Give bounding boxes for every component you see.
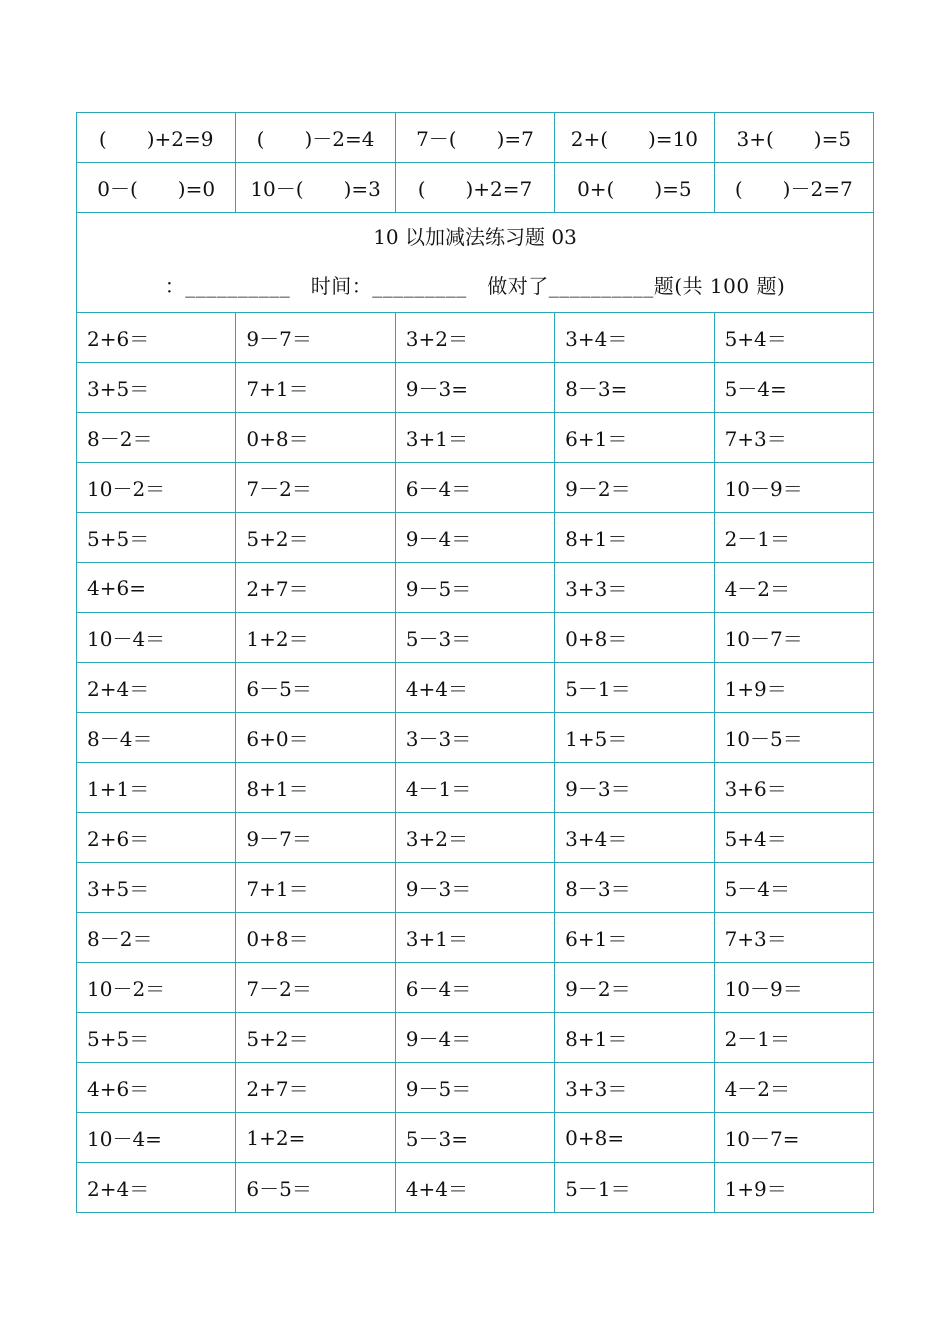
problem-cell: 3+5＝ — [77, 363, 236, 413]
problem-cell: 3+1＝ — [395, 413, 554, 463]
problem-cell: 8－4＝ — [77, 713, 236, 763]
problem-row — [77, 463, 874, 513]
problem-cell: 9－2＝ — [555, 963, 714, 1013]
problem-cell: ( )+2=7 — [395, 163, 554, 213]
problem-cell: 2+4＝ — [77, 1163, 236, 1213]
problem-row — [77, 1063, 874, 1113]
problem-cell: 5+4＝ — [714, 313, 873, 363]
problem-row — [77, 1113, 874, 1163]
problem-cell: 5－4= — [714, 363, 873, 413]
problem-row — [77, 863, 874, 913]
problem-cell: 2－1＝ — [714, 513, 873, 563]
problem-cell: 1+1＝ — [77, 763, 236, 813]
header-section — [77, 213, 874, 313]
problem-cell: 10－4= — [77, 1113, 236, 1163]
problem-row — [77, 963, 874, 1013]
problem-cell: 7+1＝ — [236, 863, 395, 913]
problem-grid — [77, 313, 874, 1213]
problem-cell: 4－2＝ — [714, 1063, 873, 1113]
problem-cell: 9－5＝ — [395, 563, 554, 613]
problem-cell: 1+9＝ — [714, 1163, 873, 1213]
problem-cell: 7－2＝ — [236, 463, 395, 513]
problem-row — [77, 763, 874, 813]
problem-cell: 3+2＝ — [395, 813, 554, 863]
problem-cell: 10－5＝ — [714, 713, 873, 763]
problem-cell: 3+1＝ — [395, 913, 554, 963]
problem-cell: 10－2＝ — [77, 963, 236, 1013]
problem-cell: ( )－2=4 — [236, 113, 395, 163]
header-row — [77, 213, 874, 313]
problem-cell: 7+1＝ — [236, 363, 395, 413]
problem-cell: 10－9＝ — [714, 463, 873, 513]
problem-cell: 5－1＝ — [555, 663, 714, 713]
problem-cell: 3+4＝ — [555, 813, 714, 863]
problem-row — [77, 713, 874, 763]
problem-cell: 9－5＝ — [395, 1063, 554, 1113]
problem-cell: 5－3= — [395, 1113, 554, 1163]
problem-cell: 4－2＝ — [714, 563, 873, 613]
problem-cell: 8+1＝ — [236, 763, 395, 813]
problem-row — [77, 563, 874, 613]
problem-cell: 5+5＝ — [77, 1013, 236, 1063]
problem-cell: 0+8＝ — [555, 613, 714, 663]
problem-cell: 3－3＝ — [395, 713, 554, 763]
header-cell — [77, 213, 874, 313]
problem-cell: 7－2＝ — [236, 963, 395, 1013]
problem-cell: 2+6＝ — [77, 313, 236, 363]
problem-cell: 8－3= — [555, 363, 714, 413]
problem-cell: 10－4＝ — [77, 613, 236, 663]
problem-cell: 10－7＝ — [714, 613, 873, 663]
problem-cell: 5+5＝ — [77, 513, 236, 563]
problem-cell: 6－4＝ — [395, 463, 554, 513]
problem-cell: 0+8＝ — [236, 913, 395, 963]
problem-cell: 9－7＝ — [236, 313, 395, 363]
problem-cell: 9－4＝ — [395, 513, 554, 563]
problem-cell: 5－3＝ — [395, 613, 554, 663]
student-info-line: ：__________ 时间：_________ 做对了__________题(共 100 题) — [164, 274, 786, 298]
problem-row — [77, 363, 874, 413]
problem-cell: 4－1＝ — [395, 763, 554, 813]
problem-cell: 2+7＝ — [236, 563, 395, 613]
problem-cell: ( )－2=7 — [714, 163, 873, 213]
problem-cell: 8－3＝ — [555, 863, 714, 913]
problem-cell: 9－3＝ — [555, 763, 714, 813]
problem-cell: 10－9＝ — [714, 963, 873, 1013]
problem-cell: 6+1＝ — [555, 413, 714, 463]
problem-cell: 5+4＝ — [714, 813, 873, 863]
problem-cell: 3+4＝ — [555, 313, 714, 363]
problem-cell: 4+4＝ — [395, 663, 554, 713]
problem-cell: 6+0＝ — [236, 713, 395, 763]
problem-cell: 1+5＝ — [555, 713, 714, 763]
problem-cell: 0+8＝ — [236, 413, 395, 463]
problem-cell: 2－1＝ — [714, 1013, 873, 1063]
problem-cell: 2+4＝ — [77, 663, 236, 713]
problem-cell: 3+5＝ — [77, 863, 236, 913]
problem-cell: 4+4＝ — [395, 1163, 554, 1213]
problem-cell: ( )+2=9 — [77, 113, 236, 163]
problem-row — [77, 913, 874, 963]
problem-row — [77, 663, 874, 713]
problem-row — [77, 313, 874, 363]
problem-cell: 9－2＝ — [555, 463, 714, 513]
problem-row — [77, 1013, 874, 1063]
problem-cell: 10－2＝ — [77, 463, 236, 513]
problem-row — [77, 613, 874, 663]
problem-cell: 8+1＝ — [555, 513, 714, 563]
problem-row — [77, 413, 874, 463]
problem-cell: 6－4＝ — [395, 963, 554, 1013]
problem-row — [77, 1163, 874, 1213]
fill-blank-row — [77, 113, 874, 163]
problem-cell: 9－3= — [395, 363, 554, 413]
problem-cell: 5+2＝ — [236, 513, 395, 563]
problem-row — [77, 513, 874, 563]
fill-blank-section — [77, 113, 874, 213]
problem-cell: 7+3＝ — [714, 913, 873, 963]
problem-cell: 2+7＝ — [236, 1063, 395, 1113]
problem-cell: 2+6＝ — [77, 813, 236, 863]
problem-cell: 9－7＝ — [236, 813, 395, 863]
problem-cell: 10－7= — [714, 1113, 873, 1163]
problem-cell: 5－4＝ — [714, 863, 873, 913]
problem-cell: 1+9＝ — [714, 663, 873, 713]
problem-cell: 5+2＝ — [236, 1013, 395, 1063]
problem-cell: 0+8= — [555, 1113, 714, 1163]
problem-cell: 4+6= — [77, 563, 236, 613]
problem-cell: 2+( )=10 — [555, 113, 714, 163]
problem-cell: 6－5＝ — [236, 663, 395, 713]
problem-cell: 0－( )=0 — [77, 163, 236, 213]
problem-cell: 3+3＝ — [555, 563, 714, 613]
problem-row — [77, 813, 874, 863]
problem-cell: 3+2＝ — [395, 313, 554, 363]
problem-cell: 6+1＝ — [555, 913, 714, 963]
problem-cell: 5－1＝ — [555, 1163, 714, 1213]
problem-cell: 10－( )=3 — [236, 163, 395, 213]
worksheet-table — [76, 112, 874, 1213]
problem-cell: 1+2= — [236, 1113, 395, 1163]
problem-cell: 3+3＝ — [555, 1063, 714, 1113]
problem-cell: 8－2＝ — [77, 413, 236, 463]
problem-cell: 3+( )=5 — [714, 113, 873, 163]
problem-cell: 7+3＝ — [714, 413, 873, 463]
problem-cell: 8－2＝ — [77, 913, 236, 963]
problem-cell: 9－3＝ — [395, 863, 554, 913]
problem-cell: 7－( )=7 — [395, 113, 554, 163]
problem-cell: 6－5＝ — [236, 1163, 395, 1213]
problem-cell: 9－4＝ — [395, 1013, 554, 1063]
problem-cell: 8+1＝ — [555, 1013, 714, 1063]
problem-cell: 3+6＝ — [714, 763, 873, 813]
problem-cell: 4+6＝ — [77, 1063, 236, 1113]
fill-blank-row — [77, 163, 874, 213]
problem-cell: 0+( )=5 — [555, 163, 714, 213]
worksheet-title: 10 以加减法练习题 03 — [373, 225, 577, 249]
problem-cell: 1+2＝ — [236, 613, 395, 663]
